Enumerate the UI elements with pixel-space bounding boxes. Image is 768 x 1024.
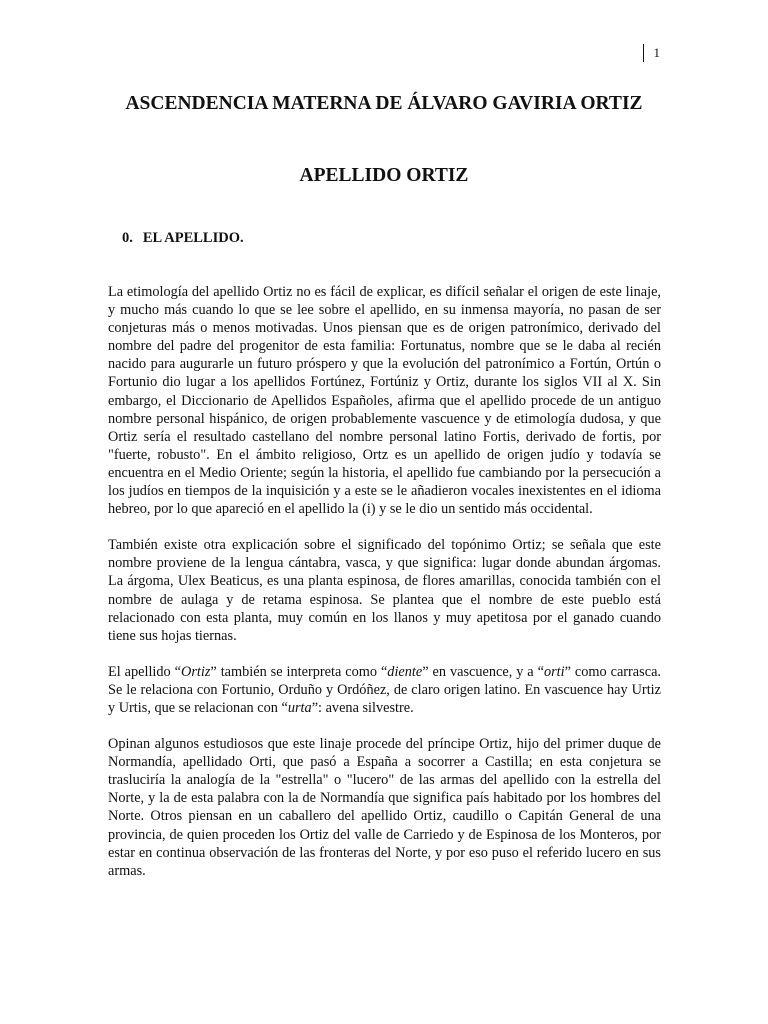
document-title: ASCENDENCIA MATERNA DE ÁLVARO GAVIRIA ORTIZ xyxy=(125,93,643,114)
emphasis-orti: orti xyxy=(543,663,565,680)
page-number xyxy=(643,44,661,62)
section-label: EL APELLIDO. xyxy=(142,230,244,246)
text-run: ” en vascuence, y a “ xyxy=(422,663,544,680)
text-run: ” como carrasca. Se le relaciona con Fortunio, Orduño y Ordóñez, de claro origen latino. En vascuence hay Urtiz y Urtis, que se relacionan con “ xyxy=(108,663,661,716)
text-run: ” también se interpreta como “ xyxy=(210,663,388,680)
paragraph-etymology: La etimología del apellido Ortiz no es fácil de explicar, es difícil señalar el origen de este linaje, y mucho más cuando lo que se lee sobre el apellido, en su inmensa mayoría, no pasan de ser conjeturas más o menos motivadas. Unos piensan que es de origen patronímico, derivado del nombre del padre del progenitor de esta familia: Fortunatus, nombre que se le daba al recién nacido para augurarle un futuro próspero y que la evolución del patronímico a Fortún, Ortún o Fortunio dio lugar a los apellidos Fortúnez, Fortúniz y Ortiz, durante los siglos VII al X. Sin embargo, el Diccionario de Apellidos Españoles, afirma que el apellido procede de un antiguo nombre personal hispánico, de origen probablemente vascuence y de etimología dudosa, y que Ortiz sería el resultado castellano del nombre personal latino Fortis, derivado de fortis, por "fuerte, robusto". En el ámbito religioso, Ortz es un apellido de origen judío y todavía se encuentra en el Medio Oriente; según la historia, el apellido fue cambiando por la persecución a los judíos en tiempos de la inquisición y a este se le añadieron vocales inexistentes en el idioma hebreo, por lo que apareció en el apellido la (i) y se le dio un sentido más occidental. xyxy=(108,284,661,518)
document-subtitle: APELLIDO ORTIZ xyxy=(299,165,469,186)
emphasis-diente: diente xyxy=(387,663,423,680)
paragraph-normandy-origin: Opinan algunos estudiosos que este linaje procede del príncipe Ortiz, hijo del primer duque de Normandía, apellidado Orti, que pasó a España a socorrer a Castilla; en esta conjetura se trasluciría la analogía de la "estrella" o "lucero" de las armas del apellido con la estrella del Norte, y la de esta palabra con la de Normandía que significa país habitado por los hombres del Norte. Otros piensan en un caballero del apellido Ortiz, caudillo o Capitán General de una provincia, de quien proceden los Ortiz del valle de Carriedo y de Espinosa de los Monteros, por estar en continua observación de las fronteras del Norte, y por eso puso el referido lucero en sus armas. xyxy=(108,736,661,879)
section-number: 0. xyxy=(122,230,133,246)
text-run: ”: avena silvestre. xyxy=(311,699,414,716)
paragraph-basque-meaning xyxy=(108,663,661,717)
page-number-value: 1 xyxy=(653,45,660,60)
emphasis-ortiz: Ortiz xyxy=(181,663,211,680)
page-number-separator xyxy=(643,44,644,62)
text-run: El apellido “ xyxy=(108,663,181,680)
section-heading xyxy=(122,230,244,247)
paragraph-toponym: También existe otra explicación sobre el significado del topónimo Ortiz; se señala que este nombre proviene de la lengua cántabra, vasca, y que significa: lugar donde abundan árgomas. La árgoma, Ulex Beaticus, es una planta espinosa, de flores amarillas, conocida también con el nombre de aulaga y de retama espinosa. Se plantea que el nombre de este pueblo está relacionado con esta planta, muy común en los llanos y muy apetitosa por el ganado cuando tiene sus hojas tiernas. xyxy=(108,537,661,644)
document-body xyxy=(108,283,661,898)
emphasis-urta: urta xyxy=(287,699,312,716)
